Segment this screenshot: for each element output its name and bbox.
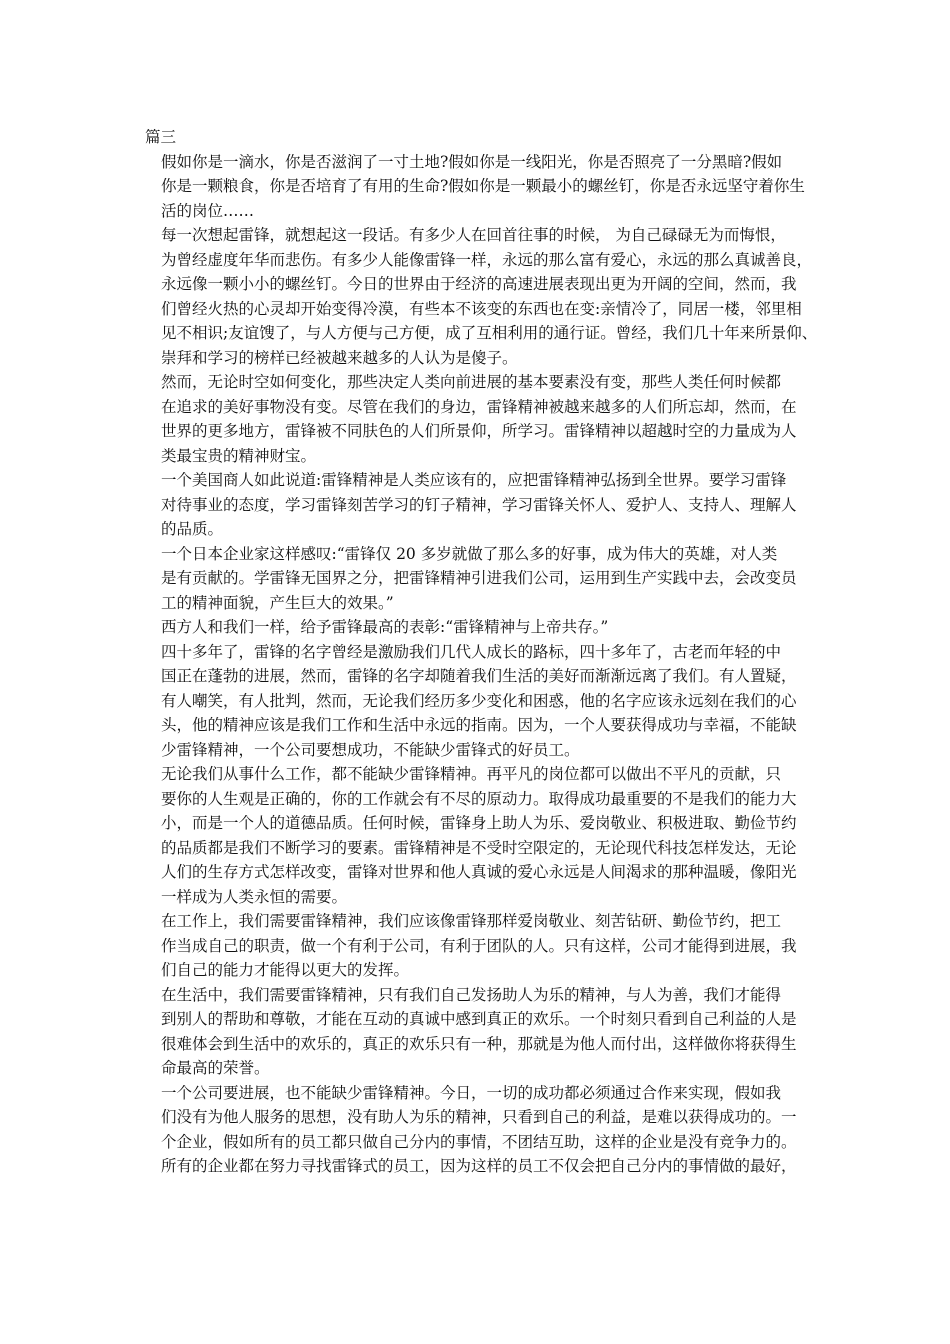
paragraph-line: 个企业，假如所有的员工都只做自己分内的事情，不团结互助，这样的企业是没有竞争力的。 (161, 1132, 797, 1151)
paragraph-line: 作当成自己的职责，做一个有利于公司，有利于团队的人。只有这样，公司才能得到进展，我 (161, 936, 797, 955)
paragraph-line: 工的精神面貌，产生巨大的效果。” (161, 593, 394, 612)
paragraph (145, 1081, 825, 1179)
paragraph-line: 要你的人生观是正确的，你的工作就会有不尽的原动力。取得成功最重要的不是我们的能力大 (161, 789, 797, 808)
paragraph-line: 每一次想起雷锋，就想起这一段话。有多少人在回首往事的时候， 为自己碌碌无为而悔恨， (161, 226, 786, 244)
paragraph-line: 们自己的能力才能得以更大的发挥。 (161, 961, 410, 979)
document-body (145, 150, 825, 1179)
paragraph-line: 到别人的帮助和尊敬，才能在互动的真诚中感到真正的欢乐。一个时刻只看到自己利益的人是 (161, 1010, 797, 1028)
paragraph (145, 983, 825, 1081)
paragraph-line: 永远像一颗小小的螺丝钉。今日的世界由于经济的高速进展表现出更为开阔的空间，然而，我 (161, 275, 797, 293)
paragraph-line: 是有贡献的。学雷锋无国界之分，把雷锋精神引进我们公司，运用到生产实践中去，会改变员 (161, 569, 797, 587)
paragraph-line: 崇拜和学习的榜样已经被越来越多的人认为是傻子。 (161, 348, 518, 367)
paragraph (145, 615, 825, 640)
paragraph-line: 西方人和我们一样，给予雷锋最高的表彰:“雷锋精神与上帝共存。” (161, 618, 609, 636)
paragraph-line: 很难体会到生活中的欢乐的，真正的欢乐只有一种，那就是为他人而付出，这样做你将获得生 (161, 1034, 797, 1053)
paragraph-line: 你是一颗粮食，你是否培育了有用的生命?假如你是一颗最小的螺丝钉，你是否永远坚守着你生 (161, 177, 805, 195)
paragraph-line: 们曾经火热的心灵却开始变得冷漠，有些本不该变的东西也在变:亲情冷了，同居一楼，邻里相 (161, 299, 802, 318)
paragraph-line: 有人嘲笑，有人批判，然而，无论我们经历多少变化和困惑，他的名字应该永远刻在我们的心 (161, 691, 797, 710)
paragraph-line: 小，而是一个人的道德品质。任何时候，雷锋身上助人为乐、爱岗敬业、积极进取、勤俭节约 (161, 814, 797, 832)
paragraph (145, 370, 825, 468)
paragraph-line: 人们的生存方式怎样改变，雷锋对世界和他人真诚的爱心永远是人间渴求的那种温暖，像阳光 (161, 863, 797, 881)
paragraph-line: 一个公司要进展，也不能缺少雷锋精神。今日，一切的成功都必须通过合作来实现，假如我 (161, 1083, 782, 1102)
paragraph-line: 们没有为他人服务的思想，没有助人为乐的精神，只看到自己的利益，是难以获得成功的。一 (161, 1108, 797, 1126)
paragraph-line: 一个美国商人如此说道:雷锋精神是人类应该有的，应把雷锋精神弘扬到全世界。要学习雷锋 (161, 471, 787, 489)
paragraph-line: 见不相识;友谊馊了，与人方便与己方便，成了互相利用的通行证。曾经，我们几十年来所景仰、 (161, 324, 818, 342)
paragraph (145, 223, 825, 370)
paragraph-line: 在生活中，我们需要雷锋精神，只有我们自己发扬助人为乐的精神，与人为善，我们才能得 (161, 985, 782, 1004)
paragraph-line: 的品质。 (161, 520, 224, 538)
paragraph (145, 150, 825, 224)
paragraph-line: 四十多年了，雷锋的名字曾经是激励我们几代人成长的路标，四十多年了，古老而年轻的中 (161, 642, 782, 661)
paragraph-line: 所有的企业都在努力寻找雷锋式的员工，因为这样的员工不仅会把自己分内的事情做的最好， (161, 1157, 797, 1175)
paragraph-line: 少雷锋精神，一个公司要想成功，不能缺少雷锋式的好员工。 (161, 740, 580, 759)
paragraph-line: 假如你是一滴水，你是否滋润了一寸土地?假如你是一线阳光，你是否照亮了一分黑暗?假如 (161, 152, 783, 171)
paragraph (145, 640, 825, 763)
paragraph-line: 头，他的精神应该是我们工作和生活中永远的指南。因为，一个人要获得成功与幸福，不能缺 (161, 716, 797, 734)
paragraph-line: 世界的更多地方，雷锋被不同肤色的人们所景仰，所学习。雷锋精神以超越时空的力量成为人 (161, 422, 797, 440)
paragraph (145, 468, 825, 542)
paragraph (145, 762, 825, 909)
paragraph-line: 然而，无论时空如何变化，那些决定人类向前进展的基本要素没有变，那些人类任何时候都 (161, 373, 782, 391)
paragraph-line: 在工作上，我们需要雷锋精神，我们应该像雷锋那样爱岗敬业、刻苦钻研、勤俭节约，把工 (161, 912, 782, 930)
paragraph-line: 活的岗位…… (161, 201, 255, 220)
paragraph (145, 542, 825, 616)
section-title: 篇三 (145, 128, 177, 146)
document-page (145, 125, 825, 1179)
paragraph-line: 国正在蓬勃的进展，然而，雷锋的名字却随着我们生活的美好而渐渐远离了我们。有人置疑， (161, 667, 797, 685)
paragraph-line: 为曾经虚度年华而悲伤。有多少人能像雷锋一样，永远的那么富有爱心，永远的那么真诚善良， (161, 250, 813, 269)
paragraph-line: 无论我们从事什么工作，都不能缺少雷锋精神。再平凡的岗位都可以做出不平凡的贡献，只 (161, 765, 782, 783)
paragraph-line: 对待事业的态度，学习雷锋刻苦学习的钉子精神，学习雷锋关怀人、爱护人、支持人、理解人 (161, 495, 797, 514)
paragraph-line: 命最高的荣誉。 (161, 1059, 270, 1077)
paragraph-line: 一个日本企业家这样感叹:“雷锋仅 20 多岁就做了那么多的好事，成为伟大的英雄，对人类 (161, 544, 778, 563)
paragraph-line: 类最宝贵的精神财宝。 (161, 446, 317, 465)
paragraph-line: 的品质都是我们不断学习的要素。雷锋精神是不受时空限定的，无论现代科技怎样发达，无论 (161, 838, 797, 857)
paragraph (145, 909, 825, 983)
paragraph-line: 一样成为人类永恒的需要。 (161, 887, 348, 906)
paragraph-line: 在追求的美好事物没有变。尽管在我们的身边，雷锋精神被越来越多的人们所忘却，然而，在 (161, 397, 797, 416)
